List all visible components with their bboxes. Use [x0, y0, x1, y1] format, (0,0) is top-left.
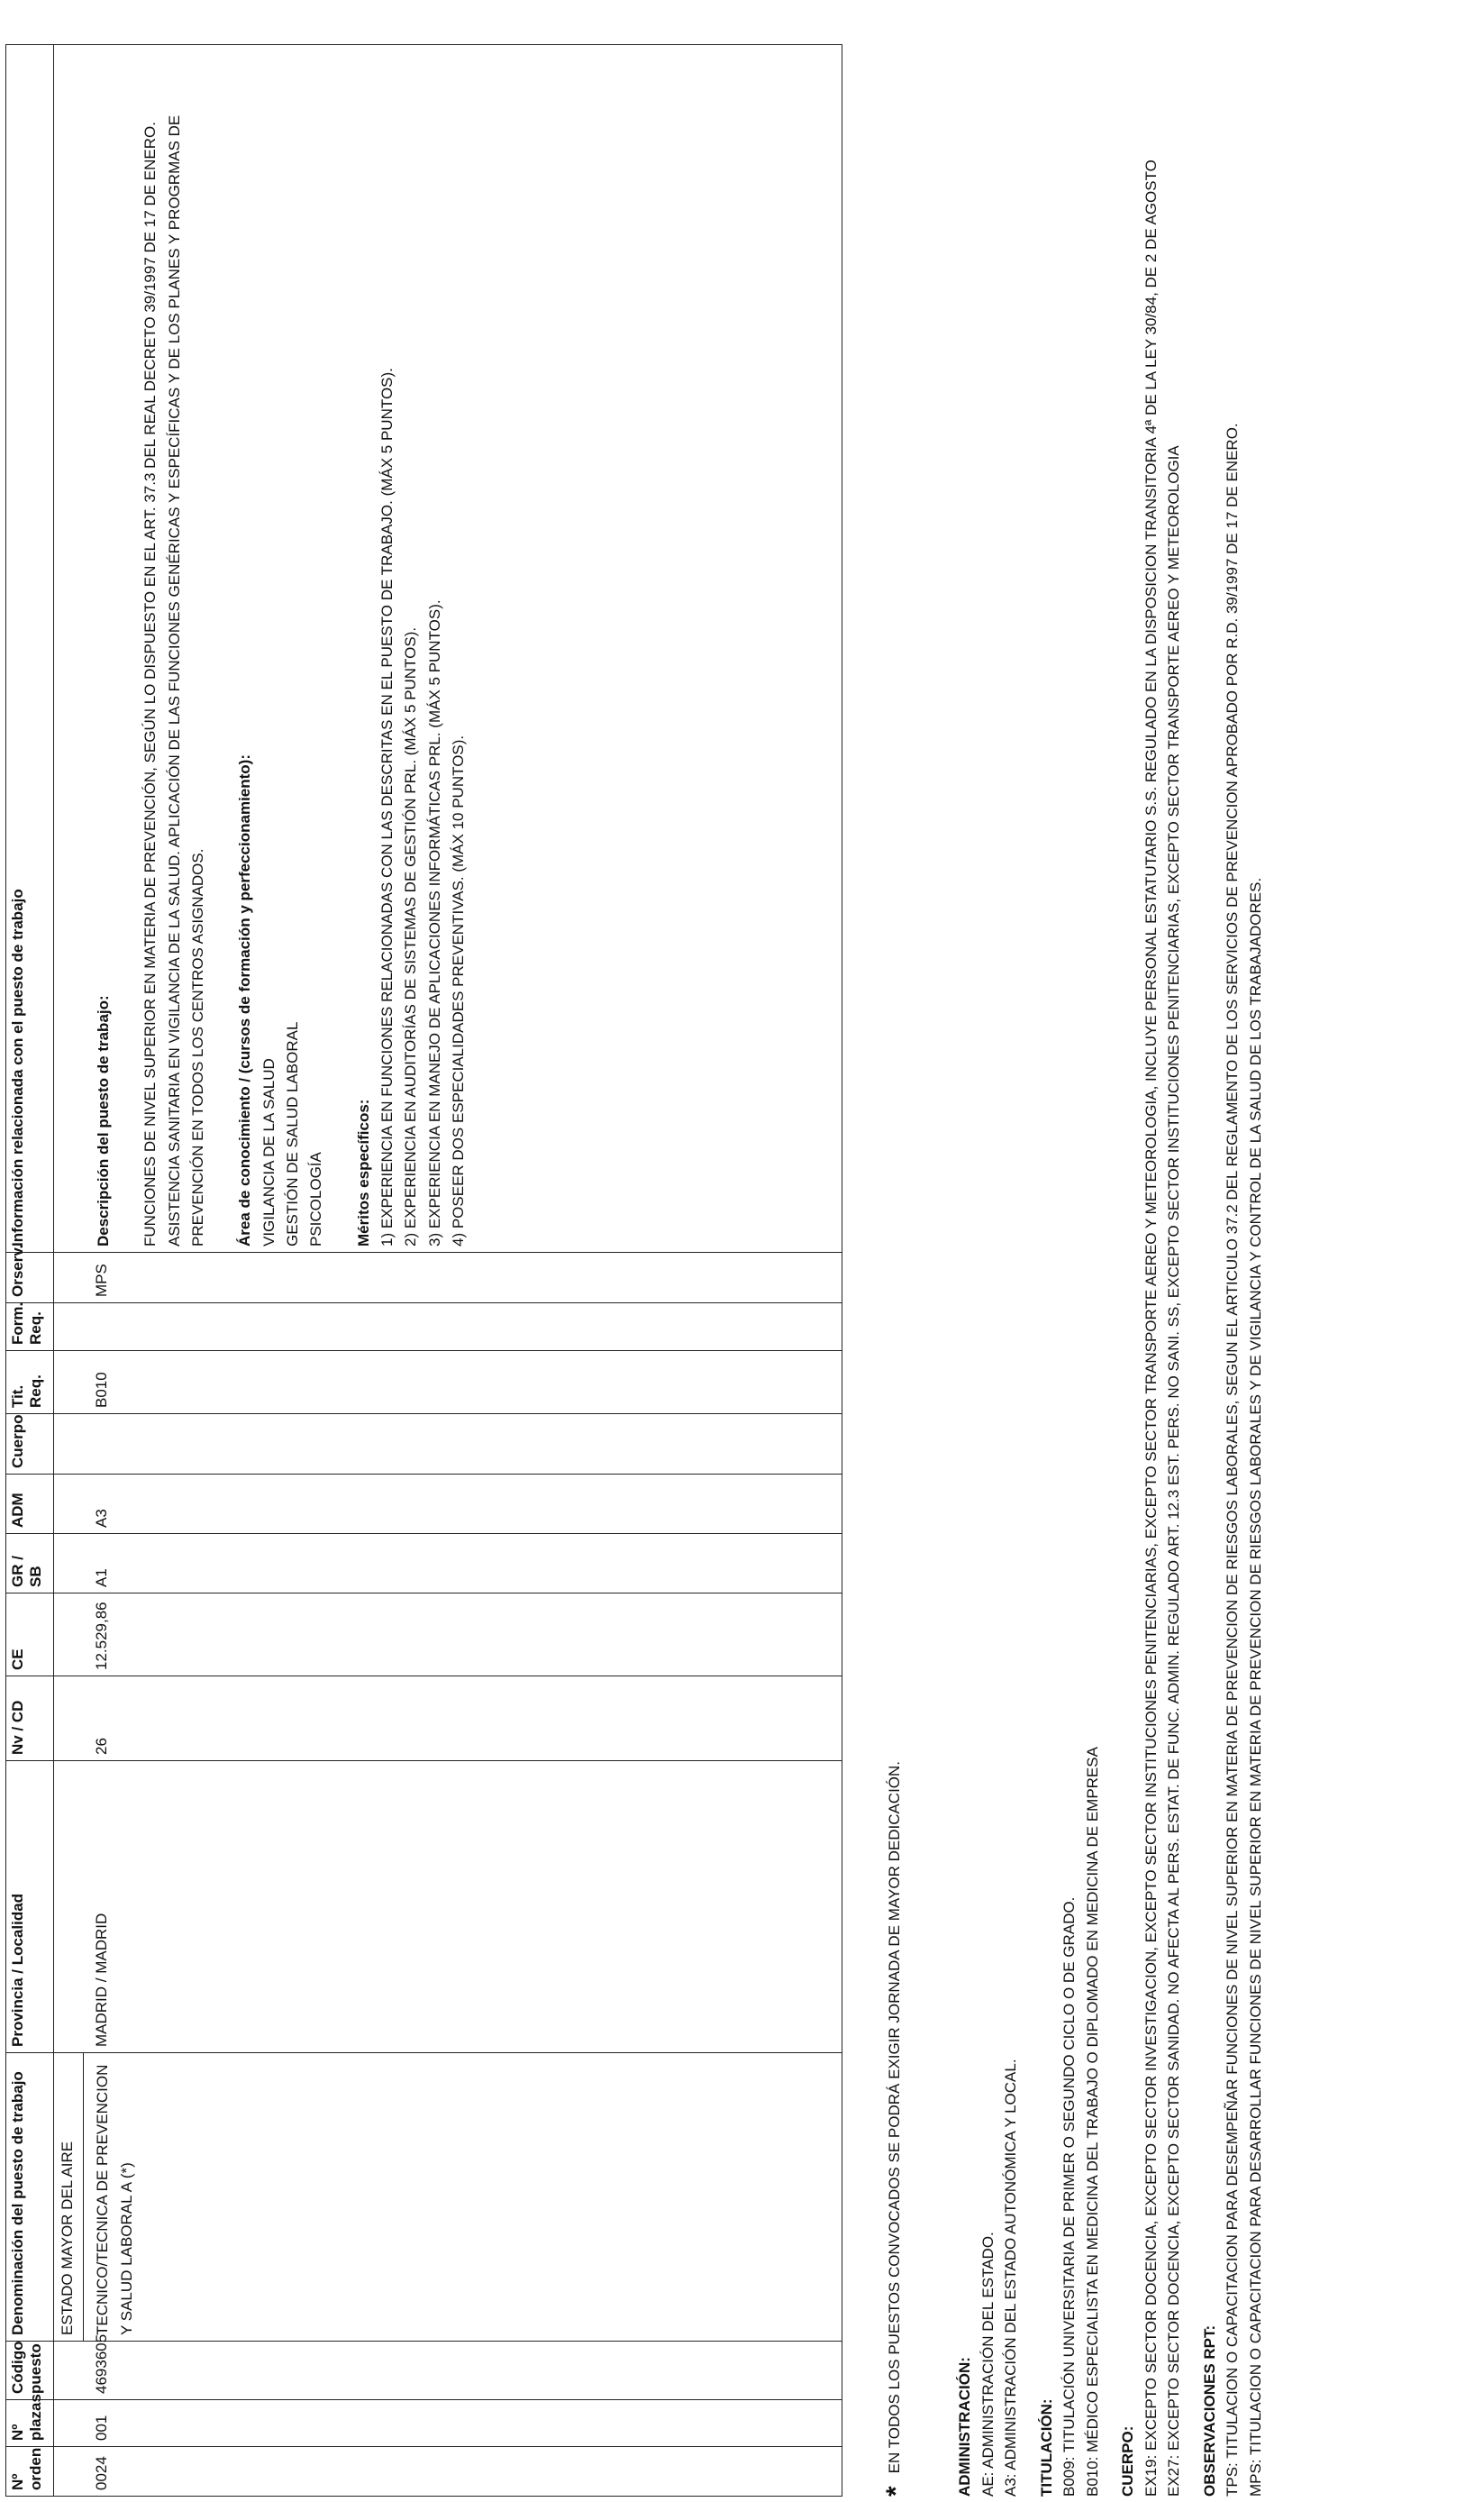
cell-titulacion: B010	[54, 1351, 842, 1414]
merito-item: 1) EXPERIENCIA EN FUNCIONES RELACIONADAS CON LAS DESCRITAS EN EL PUESTO DE TRABAJO. (MÁX 5 PUNTOS).	[378, 368, 396, 1246]
header-denominacion: Denominación del puesto de trabajo	[6, 2053, 54, 2342]
header-formacion: Form. Req.	[6, 1303, 54, 1351]
cell-orden: 0024	[54, 2447, 842, 2497]
legend-observaciones	[1198, 27, 1268, 2497]
header-cuerpo: Cuerpo	[6, 1414, 54, 1475]
header-orden: Nº orden	[6, 2447, 54, 2497]
legend-item: EX19: EXCEPTO SECTOR DOCENCIA, EXCEPTO SECTOR INVESTIGACION, EXCEPTO SECTOR INSTITUCIONES PENITENCIARIAS, EXCEPTO SECTOR TRANSPORTE AEREO Y METEOROLOGIA, INCLUYE PERSONAL ESTATUTARIO S.S. REGULADO EN LA DISPOSICION TRANSITORIA 4ª DE LA LEY 30/84, DE 2 DE AGOSTO	[1142, 160, 1160, 2497]
legend-item: AE: ADMINISTRACIÓN DEL ESTADO.	[979, 2232, 997, 2497]
header-informacion: Información relacionada con el puesto de trabajo	[6, 45, 54, 1253]
cell-adm: A3	[54, 1475, 842, 1534]
header-titulacion: Tit. Req.	[6, 1351, 54, 1414]
meritos-title: Méritos específicos:	[354, 1099, 372, 1246]
header-grupo: GR / SB	[6, 1534, 54, 1593]
cell-provincia: MADRID / MADRID	[54, 1761, 842, 2053]
legend-item: TPS: TITULACION O CAPACITACION PARA DESEMPEÑAR FUNCIONES DE NIVEL SUPERIOR EN MATERIA DE PREVENCION DE RIESGOS LABORALES, SEGUN EL ARTICULO 37.2 DEL REGLAMENTO DE LOS SERVICIOS DE PREVENCION APROBADO POR R.D. 39/1997 DE 17 DE ENERO.	[1224, 423, 1241, 2497]
header-adm: ADM	[6, 1475, 54, 1534]
area-item: GESTIÓN DE SALUD LABORAL	[284, 1021, 302, 1246]
merito-item: 4) POSEER DOS ESPECIALIDADES PREVENTIVAS. (MÁX 10 PUNTOS).	[450, 735, 468, 1246]
dedication-note	[881, 1761, 912, 2497]
merito-item: 2) EXPERIENCIA EN AUDITORÍAS DE SISTEMAS DE GESTIÓN PRL. (MÁX 5 PUNTOS).	[402, 626, 420, 1246]
cell-cuerpo	[54, 1414, 842, 1475]
legend-title: CUERPO:	[1119, 2425, 1136, 2497]
legend-item: B010: MÉDICO ESPECIALISTA EN MEDICINA DEL TRABAJO O DIPLOMADO EN MEDICINA DE EMPRESA	[1083, 1747, 1101, 2497]
legend	[953, 27, 1279, 2497]
cell-formacion	[54, 1303, 842, 1351]
legend-item: EX27: EXCEPTO SECTOR DOCENCIA, EXCEPTO SECTOR SANIDAD. NO AFECTA AL PERS. ESTAT. DE FUNC. ADMIN. REGULADO ART. 12.3 EST. PERS. NO SANI. SS, EXCEPTO SECTOR INSTITUCIONES PENITENCIARIAS, EXCEPTO SECTOR TRANSPORTE AEREO Y METEOROLOGIA	[1165, 445, 1182, 2497]
legend-item: A3: ADMINISTRACIÓN DEL ESTADO AUTONÓMICA Y LOCAL.	[1002, 2059, 1019, 2497]
descripcion-text: FUNCIONES DE NIVEL SUPERIOR EN MATERIA DE PREVENCIÓN, SEGÚN LO DISPUESTO EN EL ART. 37.3 DEL REAL DECRETO 39/1997 DE 17 DE ENERO. ASISTENCIA SANITARIA EN VIGILANCIA DE LA SALUD. APLICACIÓN DE LAS FUNCIONES GENÉRICAS Y ESPECÍFICAS Y DE LOS PLANES Y PROGRMAS DE PREVENCIÓN EN TODOS LOS CENTROS ASIGNADOS.	[141, 114, 207, 1246]
note-text: EN TODOS LOS PUESTOS CONVOCADOS SE PODRÁ EXIGIR JORNADA DE MAYOR DEDICACIÓN.	[886, 1760, 903, 2474]
unit-name: ESTADO MAYOR DEL AIRE	[54, 2053, 84, 2341]
table-row	[54, 45, 842, 2497]
legend-administracion	[953, 27, 1023, 2497]
legend-title: TITULACIÓN:	[1037, 2398, 1055, 2497]
merito-item: 3) EXPERIENCIA EN MANEJO DE APLICACIONES INFORMÁTICAS PRL. (MÁX 5 PUNTOS).	[425, 599, 443, 1246]
cell-codigo: 4693605	[54, 2342, 842, 2400]
header-codigo: Código puesto	[6, 2342, 54, 2400]
legend-item: MPS: TITULACION O CAPACITACION PARA DESARROLLAR FUNCIONES DE NIVEL SUPERIOR EN MATERIA DE PREVENCION DE RIESGOS LABORALES Y DE VIGILANCIA Y CONTROL DE LA SALUD DE LOS TRABAJADORES.	[1246, 877, 1264, 2497]
area-title: Área de conocimiento / (cursos de formación y perfeccionamiento):	[236, 753, 254, 1246]
header-observaciones: Orserv.	[6, 1253, 54, 1303]
cell-plazas: 001	[54, 2400, 842, 2447]
descripcion-title: Descripción del puesto de trabajo:	[95, 995, 112, 1246]
table-header-row	[6, 45, 54, 2497]
area-item: VIGILANCIA DE LA SALUD	[259, 1058, 278, 1246]
header-ce: CE	[6, 1593, 54, 1676]
cell-informacion	[54, 45, 842, 1253]
header-nivel: Nv / CD	[6, 1676, 54, 1761]
cell-observaciones: MPS	[54, 1253, 842, 1303]
rpt-table	[5, 44, 842, 2497]
legend-titulacion	[1035, 27, 1105, 2497]
cell-nivel: 26	[54, 1676, 842, 1761]
legend-title: OBSERVACIONES RPT:	[1200, 2324, 1218, 2497]
header-provincia: Provincia / Localidad	[6, 1761, 54, 2053]
legend-cuerpo	[1116, 27, 1186, 2497]
cell-ce: 12.529,86	[54, 1593, 842, 1676]
area-item: PSICOLOGÍA	[307, 1152, 325, 1246]
legend-item: B009: TITULACIÓN UNIVERSITARIA DE PRIMER O SEGUNDO CICLO O DE GRADO.	[1061, 1896, 1078, 2497]
asterisk-icon: *	[881, 2486, 911, 2497]
legend-title: ADMINISTRACIÓN:	[956, 2357, 973, 2497]
header-plazas: Nº plazas	[6, 2400, 54, 2447]
cell-grupo: A1	[54, 1534, 842, 1593]
cell-denominacion	[54, 2053, 842, 2342]
job-title: TECNICO/TECNICA DE PREVENCION Y SALUD LABORAL A (*)	[94, 2064, 135, 2335]
